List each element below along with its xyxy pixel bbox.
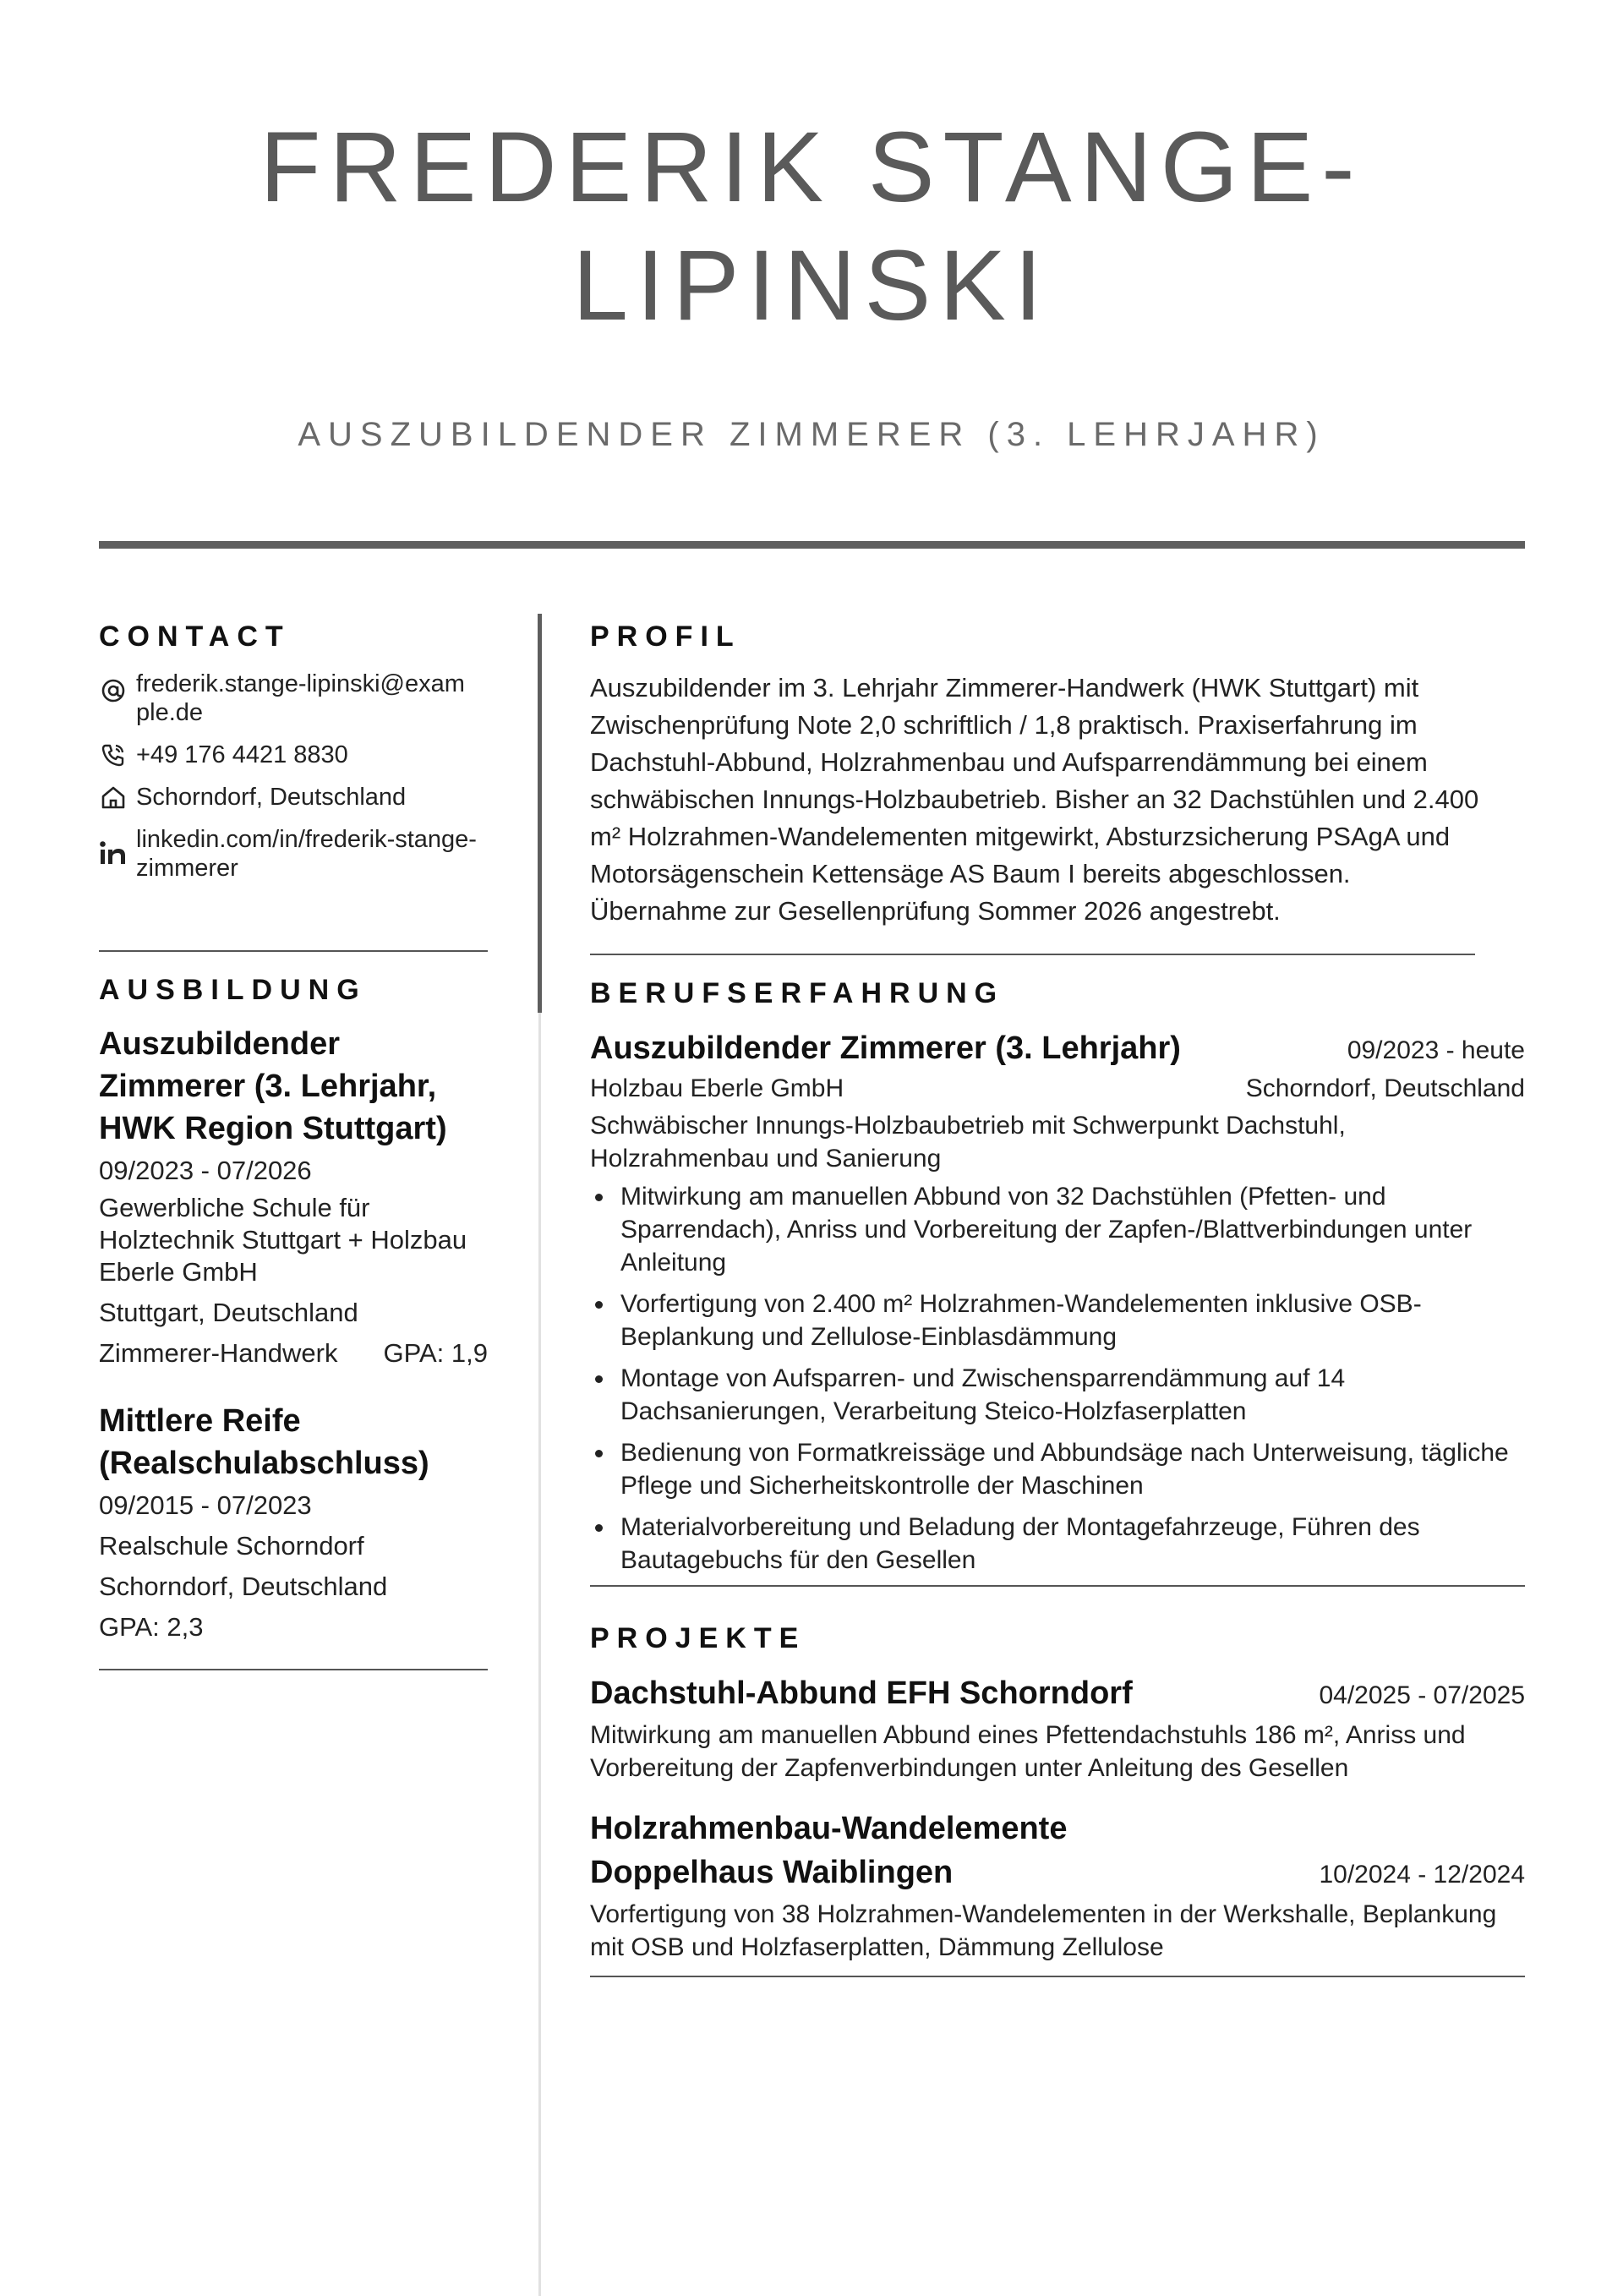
- education-item: [99, 1023, 488, 1371]
- projects-divider: [590, 1976, 1525, 1977]
- contact-heading: CONTACT: [99, 620, 291, 653]
- project-title: Dachstuhl-Abbund EFH Schorndorf: [590, 1676, 1133, 1711]
- location-text: Schorndorf, Deutschland: [136, 784, 407, 811]
- education-field-row: [99, 1336, 488, 1371]
- job-bullet: Bedienung von Formatkreissäge und Abbundsäge nach Unterweisung, tägliche Pflege und Sicherheitskontrolle der Maschinen: [620, 1436, 1525, 1502]
- project-description: Mitwirkung am manuellen Abbund eines Pfettendachstuhls 186 m², Anriss und Vorbereitung der Zapfenverbindungen unter Anleitung des Gesellen: [590, 1721, 1466, 1782]
- education-field: Zimmerer-Handwerk: [99, 1338, 338, 1368]
- job-location: Schorndorf, Deutschland: [1245, 1074, 1525, 1102]
- project-header: [590, 1671, 1525, 1715]
- project-dates: 10/2024 - 12/2024: [1319, 1861, 1525, 1889]
- phone-text: +49 176 4421 8830: [136, 741, 348, 768]
- project-item: [590, 1671, 1525, 1785]
- linkedin-text: linkedin.com/in/frederik-stange-zimmerer: [136, 826, 477, 882]
- job-description: Schwäbischer Innungs-Holzbaubetrieb mit Schwerpunkt Dachstuhl, Holzrahmenbau und Sanierung: [590, 1112, 1346, 1173]
- project-item: [590, 1807, 1525, 1964]
- contact-linkedin[interactable]: [99, 825, 488, 883]
- education-location: Schorndorf, Deutschland: [99, 1572, 388, 1601]
- job-bullet: Mitwirkung am manuellen Abbund von 32 Dachstühlen (Pfetten- und Sparrendach), Anriss und Vorbereitung der Zapfen-/Blattverbindungen unter Anleitung: [620, 1180, 1525, 1279]
- job-company: Holzbau Eberle GmbH: [590, 1074, 844, 1102]
- header-divider: [99, 541, 1525, 549]
- email-text: frederik.stange-lipinski@example.de: [136, 670, 465, 726]
- education-title: Auszubildender Zimmerer (3. Lehrjahr, HWK Region Stuttgart): [99, 1026, 447, 1146]
- job-subheader: [590, 1070, 1525, 1107]
- contact-phone[interactable]: [99, 741, 488, 769]
- profile-divider: [590, 954, 1475, 955]
- job-bullet: Montage von Aufsparren- und Zwischensparrendämmung auf 14 Dachsanierungen, Verarbeitung Steico-Holzfaserplatten: [620, 1362, 1525, 1428]
- project-dates: 04/2025 - 07/2025: [1319, 1681, 1525, 1709]
- job-header: [590, 1026, 1525, 1070]
- education-dates: 09/2023 - 07/2026: [99, 1156, 312, 1185]
- project-header: [590, 1850, 1525, 1894]
- name-line-2: LIPINSKI: [572, 230, 1051, 342]
- education-title: Mittlere Reife (Realschulabschluss): [99, 1403, 429, 1481]
- project-title-line-2: Doppelhaus Waiblingen: [590, 1855, 954, 1890]
- job-position: Auszubildender Zimmerer (3. Lehrjahr): [590, 1030, 1181, 1066]
- job-bullet: Materialvorbereitung und Beladung der Montagefahrzeuge, Führen des Bautagebuchs für den Gesellen: [620, 1511, 1525, 1577]
- education-divider: [99, 1669, 488, 1670]
- candidate-name: [0, 108, 1623, 345]
- education-location: Stuttgart, Deutschland: [99, 1298, 358, 1327]
- experience-heading: BERUFSERFAHRUNG: [590, 977, 1005, 1009]
- education-heading: AUSBILDUNG: [99, 974, 367, 1006]
- column-divider-dark: [538, 614, 542, 1013]
- phone-icon: [99, 741, 128, 769]
- education-gpa: GPA: 2,3: [99, 1612, 204, 1642]
- education-item: [99, 1400, 488, 1645]
- right-column: [590, 609, 1525, 1977]
- education-school: Gewerbliche Schule für Holztechnik Stuttgart + Holzbau Eberle GmbH: [99, 1193, 467, 1287]
- profile-heading: PROFIL: [590, 620, 741, 653]
- education-dates: 09/2015 - 07/2023: [99, 1490, 312, 1520]
- experience-item: [590, 1026, 1525, 1577]
- job-bullet: Vorfertigung von 2.400 m² Holzrahmen-Wandelementen inklusive OSB-Beplankung und Zellulose-Einblasdämmung: [620, 1287, 1525, 1353]
- contact-divider: [99, 950, 488, 952]
- column-divider-light: [538, 1013, 541, 2296]
- project-description: Vorfertigung von 38 Holzrahmen-Wandelementen in der Werkshalle, Beplankung mit OSB und Holzfaserplatten, Dämmung Zellulose: [590, 1900, 1497, 1961]
- project-title-line-1: Holzrahmenbau-Wandelemente: [590, 1811, 1068, 1846]
- job-dates: 09/2023 - heute: [1347, 1036, 1525, 1064]
- name-line-1: FREDERIK STANGE-: [260, 112, 1363, 223]
- experience-divider: [590, 1585, 1525, 1587]
- contact-email[interactable]: [99, 670, 488, 727]
- linkedin-icon: [99, 839, 128, 867]
- profile-text: Auszubildender im 3. Lehrjahr Zimmerer-Handwerk (HWK Stuttgart) mit Zwischenprüfung Note 2,0 schriftlich / 1,8 praktisch. Praxiserfahrung im Dachstuhl-Abbund, Holzrahmenbau und Aufsparrendämmung bei einem schwäbischen Innungs-Holzbaubetrieb. Bisher an 32 Dachstühlen und 2.400 m² Holzrahmen-Wandelementen mitgewirkt, Absturzsicherung PSAgA und Motorsägenschein Kettensäge AS Baum I bereits abgeschlossen. Übernahme zur Gesellenprüfung Sommer 2026 angestrebt.: [590, 673, 1479, 926]
- job-bullets: [590, 1180, 1525, 1577]
- job-title: AUSZUBILDENDER ZIMMERER (3. LEHRJAHR): [298, 416, 1325, 453]
- education-school: Realschule Schorndorf: [99, 1531, 364, 1561]
- at-icon: [99, 676, 128, 705]
- left-column: [99, 609, 488, 1670]
- projects-heading: PROJEKTE: [590, 1622, 806, 1654]
- contact-location: [99, 783, 488, 812]
- home-icon: [99, 783, 128, 812]
- education-gpa: GPA: 1,9: [383, 1338, 488, 1368]
